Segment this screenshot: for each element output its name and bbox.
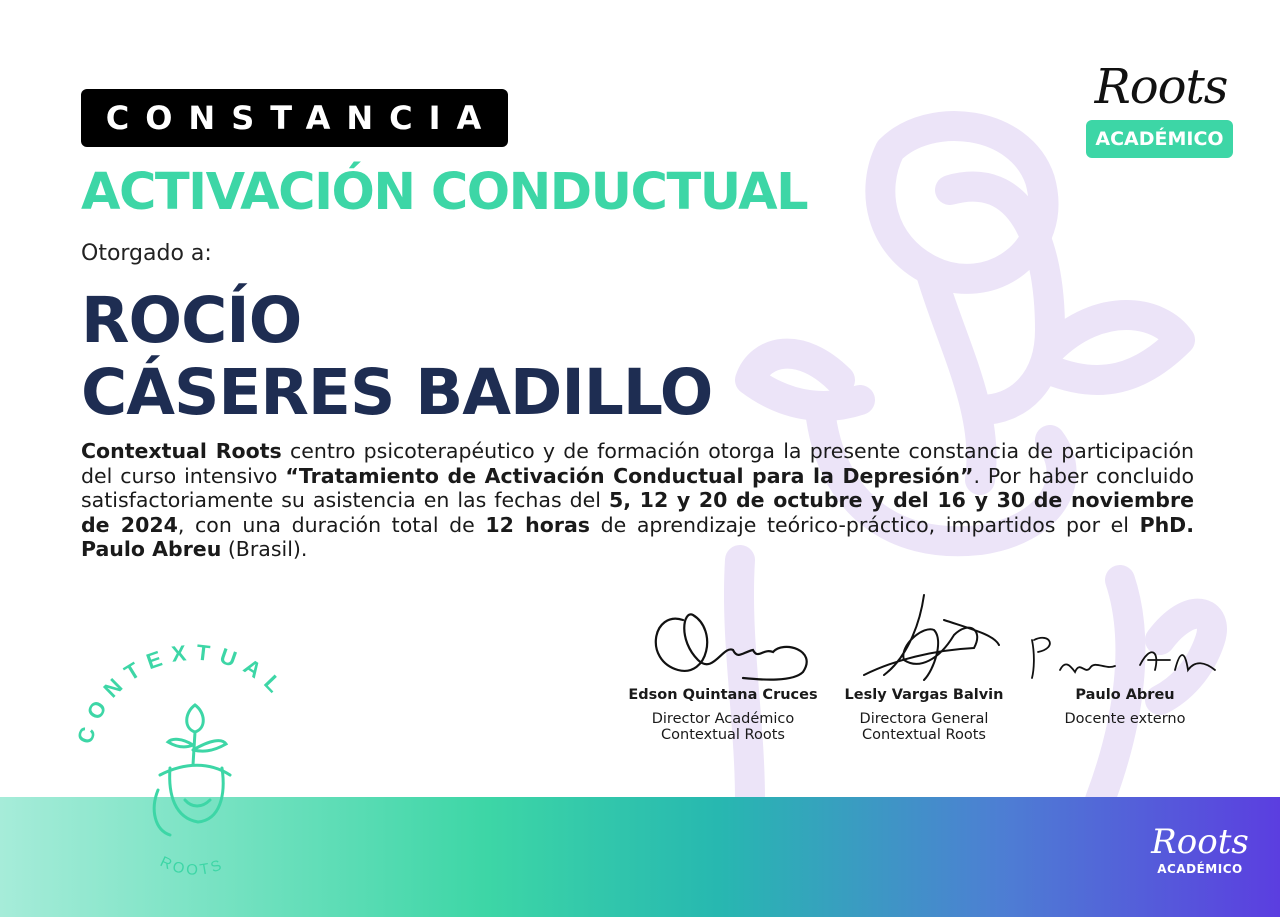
roots-academico-logo	[1086, 58, 1236, 158]
certificate-body	[81, 439, 1194, 562]
recipient-last-name: CÁSERES BADILLO	[81, 356, 713, 429]
signer-role-line2: Contextual Roots	[661, 727, 785, 743]
signer-role	[1015, 711, 1235, 727]
signer-name: Paulo Abreu	[1075, 687, 1175, 703]
signer-role	[814, 711, 1034, 743]
body-text-4: de aprendizaje teórico-práctico, impartidos por el	[590, 512, 1140, 537]
signer-role-line1: Docente externo	[1064, 711, 1186, 727]
signer-role-line1: Directora General	[859, 711, 989, 727]
course-title: ACTIVACIÓN CONDUCTUAL	[81, 163, 808, 222]
course-hours: 12 horas	[485, 512, 590, 537]
course-name: “Tratamiento de Activación Conductual para la Depresión”	[285, 463, 974, 488]
roots-arc-text: ROOTS	[157, 853, 227, 879]
org-name: Contextual Roots	[81, 439, 282, 463]
signature-paulo	[1020, 590, 1230, 685]
signer-directora-general	[814, 590, 1034, 760]
badge-label: CONSTANCIA	[105, 99, 498, 137]
roots-small-word: Roots	[1151, 822, 1249, 862]
recipient-first-name: ROCÍO	[81, 284, 302, 357]
constancia-badge	[81, 89, 508, 147]
recipient-name	[81, 285, 712, 429]
signer-docente-externo	[1015, 590, 1235, 760]
roots-small-sub: ACADÉMICO	[1157, 862, 1243, 876]
signer-role-line2: Contextual Roots	[862, 727, 986, 743]
signer-role-line1: Director Académico	[651, 711, 795, 727]
signer-name: Edson Quintana Cruces	[628, 687, 818, 703]
instructor-name: PhD. Paulo Abreu	[81, 512, 1194, 561]
signer-director-academico	[613, 590, 833, 760]
course-dates: 5, 12 y 20 de octubre y del 16 y 30 de noviembre de 2024	[81, 488, 1194, 537]
roots-logo-word: Roots	[1094, 59, 1228, 115]
contextual-roots-logo	[60, 640, 330, 890]
roots-logo-sub: ACADÉMICO	[1086, 120, 1233, 158]
body-text-3: , con una duración total de	[177, 512, 486, 537]
body-text-1: centro psicoterapéutico y de formación otorga la presente constancia de participación del curso intensivo	[81, 439, 1194, 488]
body-text-2: . Por haber concluido satisfactoriamente su asistencia en las fechas del	[81, 463, 1195, 512]
signature-edson	[623, 590, 823, 685]
signatures-area	[610, 590, 1220, 760]
signer-role	[613, 711, 833, 743]
granted-label: Otorgado a:	[81, 241, 212, 266]
signer-name: Lesly Vargas Balvin	[844, 687, 1004, 703]
signature-lesly	[824, 590, 1024, 685]
plant-pot-icon	[154, 705, 230, 835]
body-text-5: (Brasil).	[221, 537, 308, 561]
roots-academico-logo-small	[1150, 822, 1250, 876]
contextual-arc-text: CONTEXTUAL	[72, 640, 293, 747]
